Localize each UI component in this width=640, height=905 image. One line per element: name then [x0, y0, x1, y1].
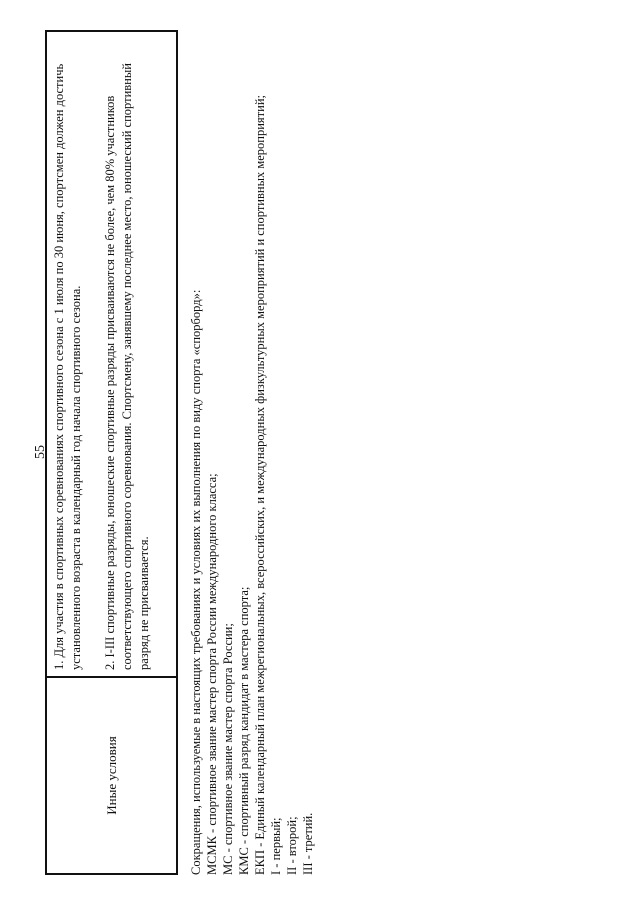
page-number: 55	[33, 445, 48, 459]
landscape-content	[45, 30, 375, 875]
abbreviation-item: МСМК - спортивное звание мастер спорта России международного класса;	[205, 473, 219, 875]
other-conditions-table	[45, 30, 178, 875]
rotated-page-content	[45, 30, 375, 875]
abbreviation-item: МС - спортивное звание мастер спорта России;	[221, 623, 235, 875]
other-conditions-text	[47, 32, 176, 676]
condition-paragraph-2: 2. I-III спортивные разряды, юношеские спортивные разряды присваиваются не более, чем 80% участников соответствующего спортивного соревнования. Спортсмену, занявшему последнее место, юношеский спортивный разряд не присваивается.	[103, 63, 151, 670]
abbreviation-item: III - третий.	[301, 812, 315, 875]
abbreviations-intro: Сокращения, используемые в настоящих требованиях и условиях их выполнения по виду спорта «спорборд»:	[189, 289, 203, 875]
abbreviation-item: КМС - спортивный разряд кандидат в мастера спорта;	[237, 586, 251, 875]
abbreviation-item: ЕКП - Единый календарный план межрегиональных, всероссийских, и международных физкультурных мероприятий и спортивных мероприятий;	[253, 95, 267, 875]
abbreviation-item: I - первый;	[269, 817, 283, 875]
abbreviations-legend	[188, 30, 316, 875]
abbreviation-item: II - второй;	[285, 816, 299, 875]
other-conditions-label: Иные условия	[47, 676, 176, 873]
condition-paragraph-1: 1. Для участия в спортивных соревнованиях спортивного сезона с 1 июля по 30 июня, спортсмен должен достичь установленного возраста в календарный год начала спортивного сезона.	[52, 63, 83, 670]
